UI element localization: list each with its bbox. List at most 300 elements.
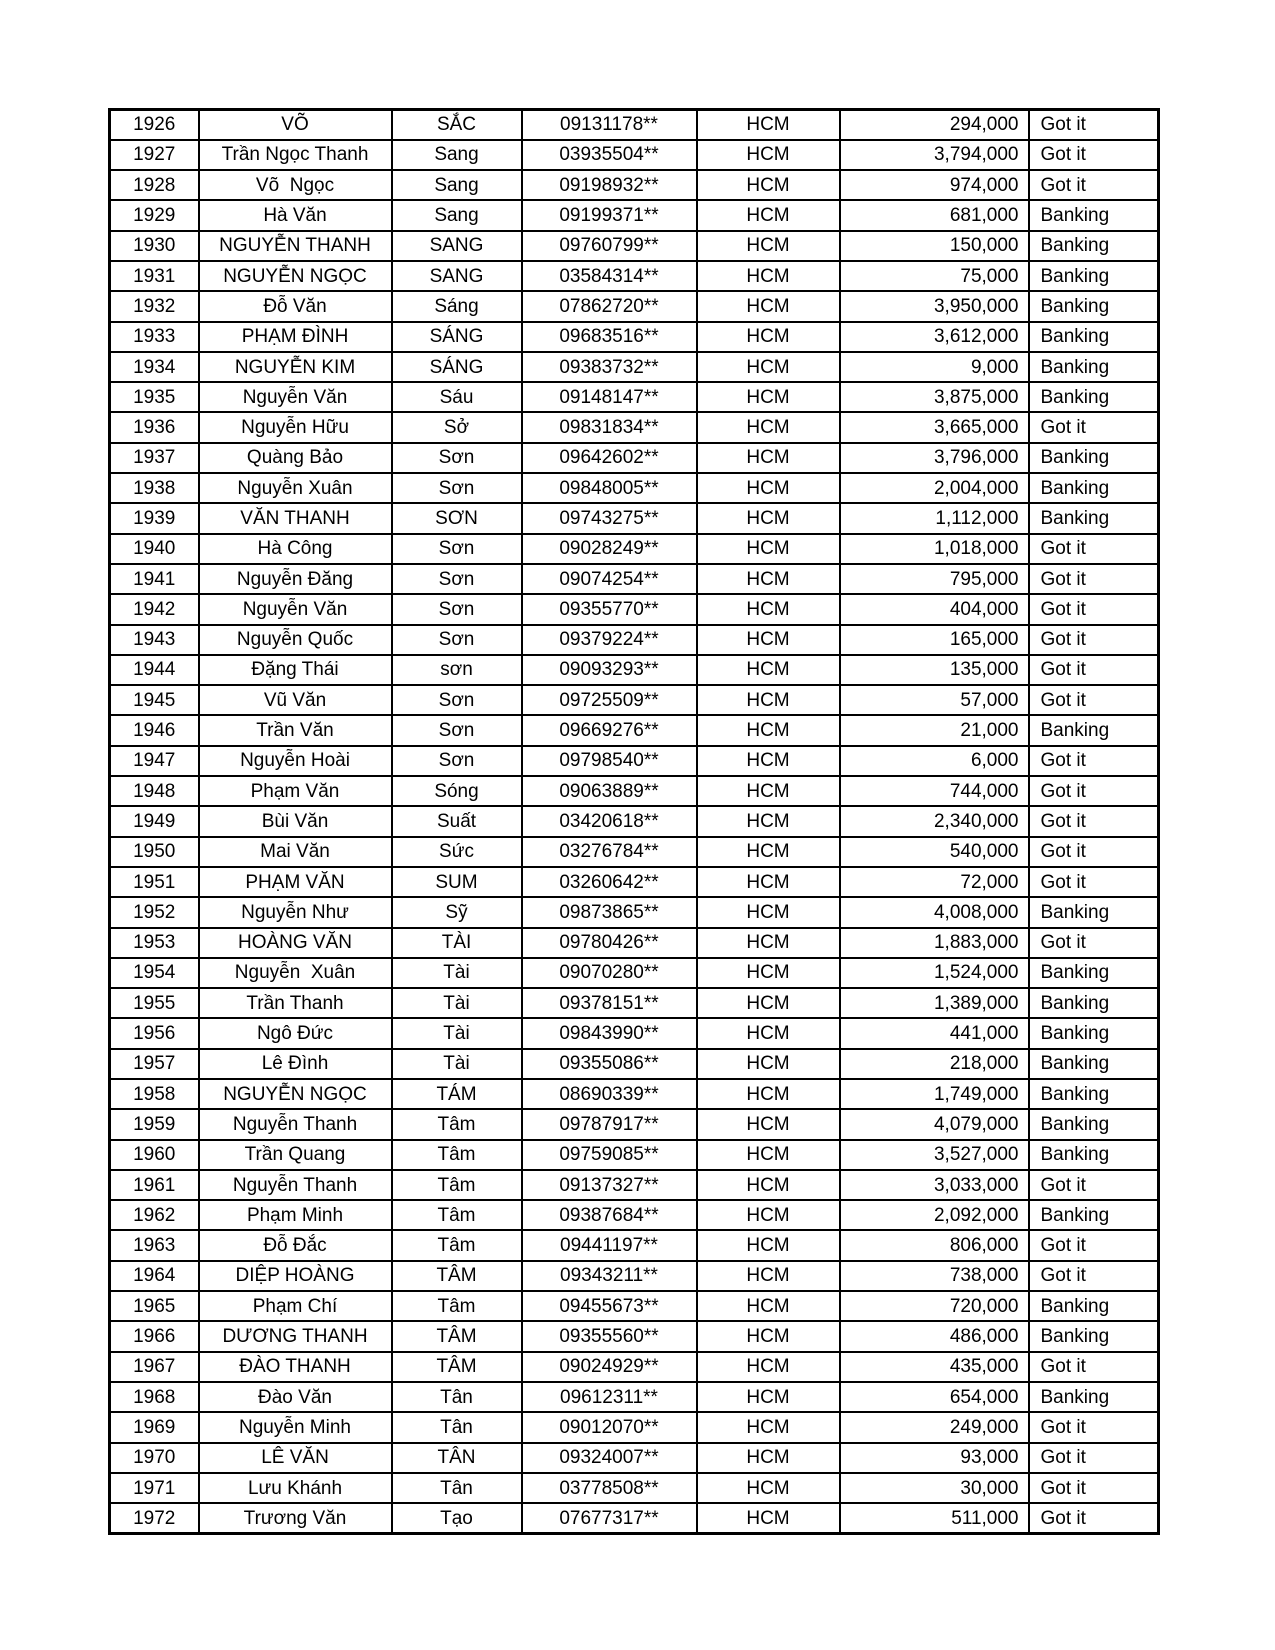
cell-amount: 540,000 (840, 837, 1029, 867)
cell-row-number: 1964 (110, 1261, 199, 1291)
cell-phone-masked: 09024929** (522, 1352, 697, 1382)
table-row (110, 715, 1159, 745)
cell-last-name: Phạm Văn (199, 776, 392, 806)
cell-city: HCM (697, 1140, 840, 1170)
cell-row-number: 1945 (110, 685, 199, 715)
table-row (110, 1049, 1159, 1079)
cell-phone-masked: 09137327** (522, 1170, 697, 1200)
cell-status: Got it (1029, 1412, 1159, 1442)
cell-last-name: Trương Văn (199, 1503, 392, 1533)
cell-last-name: NGUYỄN NGỌC (199, 1079, 392, 1109)
cell-amount: 1,524,000 (840, 958, 1029, 988)
cell-first-name: Tâm (392, 1291, 522, 1321)
cell-first-name: Sơn (392, 534, 522, 564)
table-row (110, 170, 1159, 200)
cell-first-name: Tài (392, 988, 522, 1018)
cell-status: Got it (1029, 1443, 1159, 1473)
cell-last-name: Nguyễn Văn (199, 382, 392, 412)
table-row (110, 382, 1159, 412)
cell-phone-masked: 09669276** (522, 715, 697, 745)
cell-status: Banking (1029, 231, 1159, 261)
cell-city: HCM (697, 867, 840, 897)
cell-row-number: 1971 (110, 1473, 199, 1503)
table-row (110, 503, 1159, 533)
table-row (110, 200, 1159, 230)
cell-status: Banking (1029, 200, 1159, 230)
cell-first-name: Sáng (392, 291, 522, 321)
cell-city: HCM (697, 1018, 840, 1048)
cell-row-number: 1928 (110, 170, 199, 200)
cell-last-name: Trần Văn (199, 715, 392, 745)
cell-last-name: Lê Đình (199, 1049, 392, 1079)
cell-city: HCM (697, 1049, 840, 1079)
cell-last-name: VĂN THANH (199, 503, 392, 533)
cell-status: Got it (1029, 776, 1159, 806)
cell-city: HCM (697, 200, 840, 230)
cell-last-name: NGUYỄN KIM (199, 352, 392, 382)
cell-row-number: 1937 (110, 443, 199, 473)
cell-city: HCM (697, 382, 840, 412)
cell-city: HCM (697, 1443, 840, 1473)
table-row (110, 1079, 1159, 1109)
cell-status: Got it (1029, 412, 1159, 442)
table-row (110, 1321, 1159, 1351)
table-row (110, 746, 1159, 776)
cell-row-number: 1957 (110, 1049, 199, 1079)
cell-status: Banking (1029, 1018, 1159, 1048)
cell-row-number: 1932 (110, 291, 199, 321)
cell-row-number: 1933 (110, 322, 199, 352)
cell-phone-masked: 09843990** (522, 1018, 697, 1048)
cell-first-name: SÁNG (392, 352, 522, 382)
cell-city: HCM (697, 1230, 840, 1260)
cell-amount: 974,000 (840, 170, 1029, 200)
cell-row-number: 1967 (110, 1352, 199, 1382)
cell-city: HCM (697, 1109, 840, 1139)
table-row (110, 1261, 1159, 1291)
cell-city: HCM (697, 1321, 840, 1351)
records-table (108, 108, 1160, 1535)
cell-status: Banking (1029, 443, 1159, 473)
cell-status: Got it (1029, 928, 1159, 958)
table-row (110, 231, 1159, 261)
cell-last-name: Đặng Thái (199, 655, 392, 685)
cell-row-number: 1954 (110, 958, 199, 988)
cell-first-name: TÂN (392, 1443, 522, 1473)
cell-first-name: Suất (392, 806, 522, 836)
cell-amount: 4,079,000 (840, 1109, 1029, 1139)
cell-first-name: Sơn (392, 443, 522, 473)
cell-amount: 3,527,000 (840, 1140, 1029, 1170)
cell-status: Got it (1029, 564, 1159, 594)
table-row (110, 1473, 1159, 1503)
cell-last-name: Nguyễn Minh (199, 1412, 392, 1442)
cell-first-name: Tâm (392, 1109, 522, 1139)
cell-status: Banking (1029, 1079, 1159, 1109)
cell-phone-masked: 03778508** (522, 1473, 697, 1503)
cell-phone-masked: 09683516** (522, 322, 697, 352)
cell-city: HCM (697, 564, 840, 594)
cell-first-name: Sơn (392, 715, 522, 745)
cell-amount: 435,000 (840, 1352, 1029, 1382)
cell-status: Banking (1029, 1382, 1159, 1412)
cell-last-name: Nguyễn Hoài (199, 746, 392, 776)
cell-row-number: 1970 (110, 1443, 199, 1473)
cell-status: Got it (1029, 1230, 1159, 1260)
cell-amount: 404,000 (840, 594, 1029, 624)
cell-amount: 21,000 (840, 715, 1029, 745)
cell-first-name: Sóng (392, 776, 522, 806)
cell-status: Got it (1029, 110, 1159, 140)
cell-last-name: Mai Văn (199, 837, 392, 867)
cell-city: HCM (697, 231, 840, 261)
cell-amount: 3,612,000 (840, 322, 1029, 352)
table-row (110, 928, 1159, 958)
cell-amount: 75,000 (840, 261, 1029, 291)
cell-row-number: 1960 (110, 1140, 199, 1170)
cell-first-name: Sơn (392, 594, 522, 624)
cell-status: Got it (1029, 1473, 1159, 1503)
cell-last-name: Nguyễn Văn (199, 594, 392, 624)
cell-last-name: HOÀNG VĂN (199, 928, 392, 958)
cell-first-name: TÀI (392, 928, 522, 958)
cell-row-number: 1943 (110, 625, 199, 655)
cell-amount: 654,000 (840, 1382, 1029, 1412)
cell-last-name: DIỆP HOÀNG (199, 1261, 392, 1291)
cell-row-number: 1939 (110, 503, 199, 533)
cell-amount: 738,000 (840, 1261, 1029, 1291)
cell-last-name: Ngô Đức (199, 1018, 392, 1048)
cell-last-name: Nguyễn Như (199, 897, 392, 927)
cell-amount: 795,000 (840, 564, 1029, 594)
cell-city: HCM (697, 1200, 840, 1230)
cell-row-number: 1965 (110, 1291, 199, 1321)
cell-row-number: 1930 (110, 231, 199, 261)
cell-phone-masked: 09131178** (522, 110, 697, 140)
cell-city: HCM (697, 110, 840, 140)
cell-row-number: 1948 (110, 776, 199, 806)
cell-city: HCM (697, 291, 840, 321)
cell-phone-masked: 09780426** (522, 928, 697, 958)
cell-amount: 218,000 (840, 1049, 1029, 1079)
cell-last-name: Bùi Văn (199, 806, 392, 836)
cell-status: Banking (1029, 1200, 1159, 1230)
table-row (110, 352, 1159, 382)
cell-city: HCM (697, 685, 840, 715)
cell-first-name: SANG (392, 261, 522, 291)
cell-first-name: SƠN (392, 503, 522, 533)
table-row (110, 110, 1159, 140)
cell-city: HCM (697, 928, 840, 958)
cell-last-name: Lưu Khánh (199, 1473, 392, 1503)
cell-status: Banking (1029, 1109, 1159, 1139)
table-row (110, 261, 1159, 291)
cell-city: HCM (697, 140, 840, 170)
cell-last-name: Nguyễn Quốc (199, 625, 392, 655)
cell-row-number: 1941 (110, 564, 199, 594)
cell-city: HCM (697, 655, 840, 685)
cell-row-number: 1963 (110, 1230, 199, 1260)
cell-amount: 3,033,000 (840, 1170, 1029, 1200)
cell-first-name: SÁNG (392, 322, 522, 352)
cell-row-number: 1956 (110, 1018, 199, 1048)
table-row (110, 473, 1159, 503)
cell-status: Got it (1029, 1503, 1159, 1533)
cell-row-number: 1950 (110, 837, 199, 867)
cell-status: Banking (1029, 382, 1159, 412)
cell-last-name: DƯƠNG THANH (199, 1321, 392, 1351)
cell-city: HCM (697, 170, 840, 200)
cell-amount: 1,389,000 (840, 988, 1029, 1018)
cell-city: HCM (697, 1382, 840, 1412)
cell-amount: 249,000 (840, 1412, 1029, 1442)
cell-city: HCM (697, 1261, 840, 1291)
cell-row-number: 1940 (110, 534, 199, 564)
cell-row-number: 1938 (110, 473, 199, 503)
cell-phone-masked: 03584314** (522, 261, 697, 291)
cell-last-name: Nguyễn Đăng (199, 564, 392, 594)
cell-status: Banking (1029, 897, 1159, 927)
table-row (110, 1412, 1159, 1442)
cell-amount: 6,000 (840, 746, 1029, 776)
cell-last-name: Nguyễn Thanh (199, 1170, 392, 1200)
cell-first-name: TÂM (392, 1321, 522, 1351)
cell-amount: 1,749,000 (840, 1079, 1029, 1109)
cell-first-name: Tạo (392, 1503, 522, 1533)
cell-phone-masked: 03260642** (522, 867, 697, 897)
cell-phone-masked: 09148147** (522, 382, 697, 412)
cell-phone-masked: 08690339** (522, 1079, 697, 1109)
cell-last-name: Nguyễn Hữu (199, 412, 392, 442)
cell-city: HCM (697, 1079, 840, 1109)
cell-row-number: 1961 (110, 1170, 199, 1200)
table-row (110, 1382, 1159, 1412)
cell-amount: 93,000 (840, 1443, 1029, 1473)
cell-last-name: NGUYỄN NGỌC (199, 261, 392, 291)
cell-city: HCM (697, 958, 840, 988)
cell-phone-masked: 03935504** (522, 140, 697, 170)
cell-amount: 806,000 (840, 1230, 1029, 1260)
table-row (110, 806, 1159, 836)
cell-phone-masked: 09070280** (522, 958, 697, 988)
cell-amount: 720,000 (840, 1291, 1029, 1321)
cell-status: Got it (1029, 837, 1159, 867)
cell-amount: 511,000 (840, 1503, 1029, 1533)
cell-last-name: ĐÀO THANH (199, 1352, 392, 1382)
cell-phone-masked: 09324007** (522, 1443, 697, 1473)
cell-row-number: 1949 (110, 806, 199, 836)
table-row (110, 594, 1159, 624)
cell-city: HCM (697, 837, 840, 867)
table-row (110, 1291, 1159, 1321)
cell-city: HCM (697, 897, 840, 927)
cell-amount: 486,000 (840, 1321, 1029, 1351)
cell-last-name: Đỗ Văn (199, 291, 392, 321)
cell-first-name: Sơn (392, 625, 522, 655)
cell-phone-masked: 09759085** (522, 1140, 697, 1170)
table-row (110, 1170, 1159, 1200)
cell-status: Got it (1029, 867, 1159, 897)
cell-phone-masked: 09093293** (522, 655, 697, 685)
cell-city: HCM (697, 988, 840, 1018)
cell-row-number: 1958 (110, 1079, 199, 1109)
table-row (110, 412, 1159, 442)
cell-phone-masked: 09642602** (522, 443, 697, 473)
cell-row-number: 1944 (110, 655, 199, 685)
cell-last-name: Nguyễn Thanh (199, 1109, 392, 1139)
table-row (110, 1018, 1159, 1048)
cell-first-name: Tâm (392, 1140, 522, 1170)
cell-row-number: 1959 (110, 1109, 199, 1139)
cell-row-number: 1966 (110, 1321, 199, 1351)
cell-row-number: 1968 (110, 1382, 199, 1412)
cell-status: Banking (1029, 503, 1159, 533)
cell-phone-masked: 09383732** (522, 352, 697, 382)
cell-first-name: sơn (392, 655, 522, 685)
cell-status: Got it (1029, 140, 1159, 170)
cell-first-name: Sơn (392, 473, 522, 503)
cell-status: Got it (1029, 746, 1159, 776)
cell-city: HCM (697, 746, 840, 776)
cell-first-name: Tân (392, 1382, 522, 1412)
cell-row-number: 1934 (110, 352, 199, 382)
cell-phone-masked: 09198932** (522, 170, 697, 200)
cell-status: Got it (1029, 1352, 1159, 1382)
cell-phone-masked: 03276784** (522, 837, 697, 867)
cell-phone-masked: 09743275** (522, 503, 697, 533)
cell-first-name: Tân (392, 1473, 522, 1503)
cell-city: HCM (697, 715, 840, 745)
cell-city: HCM (697, 1291, 840, 1321)
cell-status: Got it (1029, 1170, 1159, 1200)
table-row (110, 655, 1159, 685)
cell-last-name: Trần Quang (199, 1140, 392, 1170)
table-row (110, 1443, 1159, 1473)
table-row (110, 1109, 1159, 1139)
cell-first-name: Sở (392, 412, 522, 442)
cell-status: Got it (1029, 625, 1159, 655)
cell-row-number: 1951 (110, 867, 199, 897)
table-row (110, 685, 1159, 715)
cell-last-name: PHẠM ĐÌNH (199, 322, 392, 352)
cell-first-name: Tân (392, 1412, 522, 1442)
cell-status: Banking (1029, 988, 1159, 1018)
cell-last-name: NGUYỄN THANH (199, 231, 392, 261)
cell-phone-masked: 09787917** (522, 1109, 697, 1139)
cell-last-name: PHẠM VĂN (199, 867, 392, 897)
cell-phone-masked: 09028249** (522, 534, 697, 564)
cell-amount: 165,000 (840, 625, 1029, 655)
table-row (110, 837, 1159, 867)
cell-phone-masked: 09441197** (522, 1230, 697, 1260)
cell-row-number: 1929 (110, 200, 199, 230)
cell-row-number: 1953 (110, 928, 199, 958)
cell-amount: 72,000 (840, 867, 1029, 897)
cell-city: HCM (697, 1352, 840, 1382)
cell-last-name: LÊ VĂN (199, 1443, 392, 1473)
cell-status: Got it (1029, 655, 1159, 685)
cell-city: HCM (697, 806, 840, 836)
cell-status: Banking (1029, 261, 1159, 291)
cell-first-name: Tài (392, 958, 522, 988)
cell-first-name: Tâm (392, 1230, 522, 1260)
cell-city: HCM (697, 412, 840, 442)
cell-row-number: 1969 (110, 1412, 199, 1442)
cell-row-number: 1942 (110, 594, 199, 624)
cell-status: Banking (1029, 1140, 1159, 1170)
cell-last-name: Đỗ Đắc (199, 1230, 392, 1260)
cell-phone-masked: 07862720** (522, 291, 697, 321)
cell-first-name: Sáu (392, 382, 522, 412)
cell-amount: 294,000 (840, 110, 1029, 140)
cell-row-number: 1947 (110, 746, 199, 776)
cell-phone-masked: 09355770** (522, 594, 697, 624)
cell-city: HCM (697, 473, 840, 503)
cell-status: Got it (1029, 685, 1159, 715)
cell-status: Banking (1029, 715, 1159, 745)
table-row (110, 1200, 1159, 1230)
cell-city: HCM (697, 776, 840, 806)
cell-amount: 3,794,000 (840, 140, 1029, 170)
table-row (110, 443, 1159, 473)
table-row (110, 897, 1159, 927)
cell-first-name: Sỹ (392, 897, 522, 927)
cell-first-name: Sang (392, 200, 522, 230)
cell-amount: 681,000 (840, 200, 1029, 230)
cell-first-name: Sơn (392, 564, 522, 594)
cell-first-name: Sang (392, 170, 522, 200)
cell-status: Got it (1029, 806, 1159, 836)
cell-city: HCM (697, 534, 840, 564)
table-row (110, 867, 1159, 897)
cell-amount: 744,000 (840, 776, 1029, 806)
cell-city: HCM (697, 443, 840, 473)
cell-status: Banking (1029, 322, 1159, 352)
cell-city: HCM (697, 1473, 840, 1503)
cell-status: Banking (1029, 1321, 1159, 1351)
cell-last-name: Phạm Chí (199, 1291, 392, 1321)
cell-status: Got it (1029, 594, 1159, 624)
cell-city: HCM (697, 322, 840, 352)
table-row (110, 534, 1159, 564)
cell-phone-masked: 09798540** (522, 746, 697, 776)
cell-city: HCM (697, 1170, 840, 1200)
cell-city: HCM (697, 1412, 840, 1442)
cell-phone-masked: 09355086** (522, 1049, 697, 1079)
cell-amount: 2,004,000 (840, 473, 1029, 503)
cell-first-name: Sơn (392, 746, 522, 776)
cell-phone-masked: 03420618** (522, 806, 697, 836)
cell-row-number: 1972 (110, 1503, 199, 1533)
cell-first-name: Sang (392, 140, 522, 170)
cell-row-number: 1927 (110, 140, 199, 170)
cell-row-number: 1931 (110, 261, 199, 291)
cell-row-number: 1926 (110, 110, 199, 140)
cell-row-number: 1936 (110, 412, 199, 442)
cell-amount: 2,092,000 (840, 1200, 1029, 1230)
cell-amount: 150,000 (840, 231, 1029, 261)
cell-row-number: 1935 (110, 382, 199, 412)
cell-first-name: Tài (392, 1049, 522, 1079)
cell-status: Banking (1029, 1049, 1159, 1079)
cell-last-name: Đào Văn (199, 1382, 392, 1412)
cell-status: Banking (1029, 352, 1159, 382)
cell-status: Banking (1029, 473, 1159, 503)
cell-amount: 30,000 (840, 1473, 1029, 1503)
cell-city: HCM (697, 261, 840, 291)
table-row (110, 988, 1159, 1018)
cell-first-name: TÁM (392, 1079, 522, 1109)
